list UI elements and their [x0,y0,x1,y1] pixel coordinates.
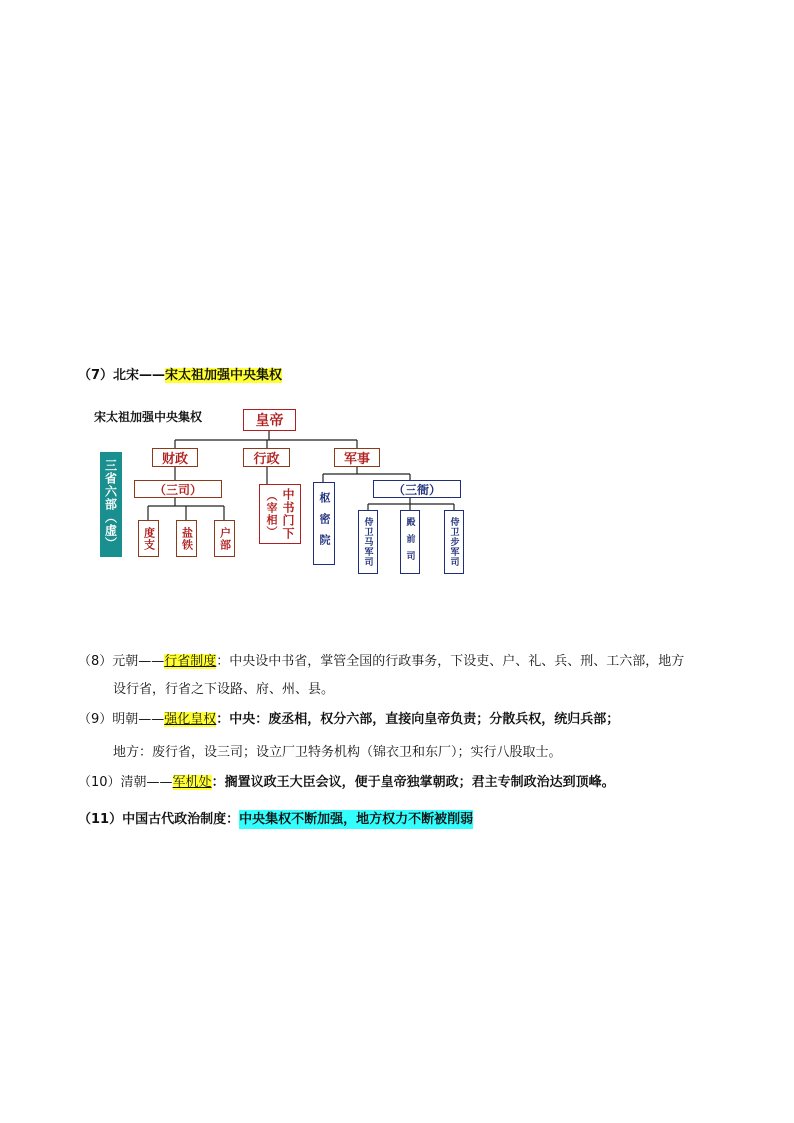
section9-line2: 地方：废行省，设三司；设立厂卫特务机构（锦衣卫和东厂）；实行八股取士。 [113,745,562,760]
section7-prefix: （7）北宋—— [78,368,166,383]
sanya-box: （三衙） [373,480,461,498]
finance-box: 财政 [152,448,198,467]
section11-line [78,808,473,827]
military-box: 军事 [334,448,380,467]
zhongshu-box [259,484,301,544]
yantie-box: 盐铁 [176,520,197,557]
diagram-caption: 宋太祖加强中央集权 [94,410,203,424]
hubu-box: 户部 [214,520,235,557]
admin-box: 行政 [243,448,290,467]
zhongshu-name: 中书门下 [281,488,295,540]
dianqian-box: 殿前司 [400,510,420,574]
section9-prefix: （9）明朝—— [78,712,165,727]
section11-prefix: （11）中国古代政治制度： [78,812,240,827]
zhongshu-label: （宰相） [265,490,278,538]
dufu-box: 度支 [138,520,159,557]
section8-text1: ：中央设中书省，掌管全国的行政事务，下设吏、户、礼、兵、刑、工六部，地方 [216,654,685,669]
section8-line2: 设行省，行省之下设路、府、州、县。 [113,682,335,697]
section10-highlight: 军机处 [172,775,212,790]
shiwei-majun-box: 侍卫马军司 [358,510,378,574]
section9-text1: ：中央：废丞相，权分六部，直接向皇帝负责；分散兵权，统归兵部； [216,712,620,727]
shumiyuan-box: 枢密院 [313,482,335,565]
section10-prefix: （10）清朝—— [78,775,173,790]
section9-line1 [78,708,619,727]
emperor-box: 皇帝 [243,409,296,431]
sansi-box: （三司） [134,480,222,498]
section9-highlight: 强化皇权 [164,712,217,727]
section11-highlight: 中央集权不断加强，地方权力不断被削弱 [239,812,474,827]
section8-prefix: （8）元朝—— [78,654,165,669]
section10-line [78,771,615,790]
section8-highlight: 行省制度 [164,654,217,669]
shiwei-bujun-box: 侍卫步军司 [444,510,464,574]
section10-text: ：搁置议政王大臣会议，便于皇帝独掌朝政；君主专制政治达到顶峰。 [211,775,615,790]
sansheng-liubu-box: 三省六部（虚） [100,452,122,557]
section7-highlight: 宋太祖加强中央集权 [165,368,283,383]
section8-line1 [78,650,684,669]
